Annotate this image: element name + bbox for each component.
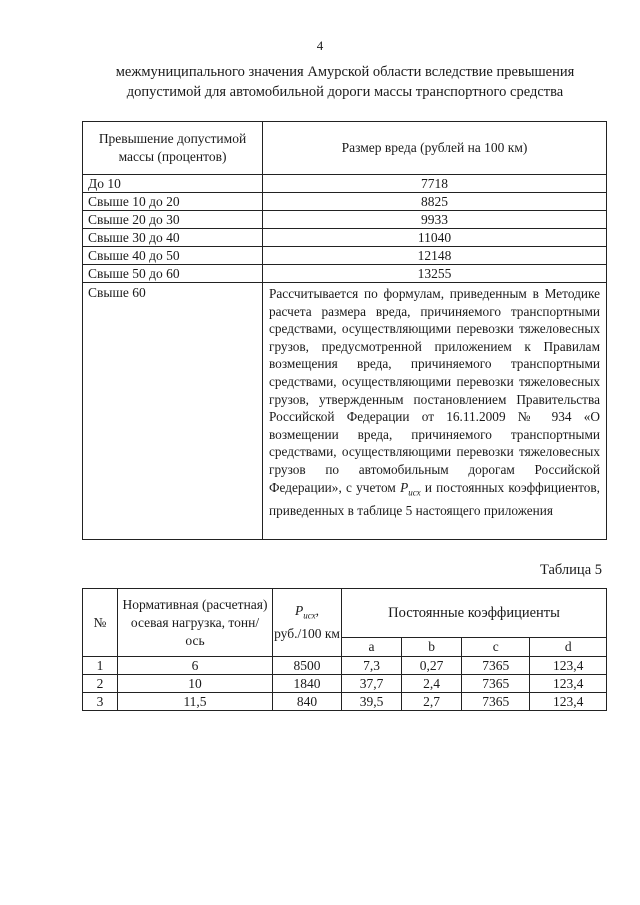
cell-a: 7,3: [342, 657, 402, 675]
cell-d: 123,4: [530, 675, 607, 693]
table-row: [83, 211, 607, 229]
row-value: 13255: [263, 265, 607, 283]
header-axle-load: Нормативная (расчетная) осевая нагрузка, тонн/ось: [118, 589, 273, 657]
table-row: [83, 193, 607, 211]
header-p-ish: [273, 589, 342, 657]
row-range: Свыше 30 до 40: [83, 229, 263, 247]
cell-p-ish: 1840: [273, 675, 342, 693]
header-coef-d: d: [530, 638, 607, 657]
table-header-row: [83, 122, 607, 175]
table-row-over-60: [83, 283, 607, 540]
table-row: [83, 247, 607, 265]
header-coef-b: b: [402, 638, 462, 657]
cell-a: 39,5: [342, 693, 402, 711]
cell-b: 2,4: [402, 675, 462, 693]
header-constant-coefficients: Постоянные коэффициенты: [342, 589, 607, 638]
p-ish-symbol: $P_{исх}$: [295, 603, 316, 621]
header-coef-c: c: [462, 638, 530, 657]
cell-c: 7365: [462, 675, 530, 693]
header-coef-a: a: [342, 638, 402, 657]
table-row: [83, 657, 607, 675]
cell-b: 0,27: [402, 657, 462, 675]
cell-c: 7365: [462, 657, 530, 675]
header-number: №: [83, 589, 118, 657]
cell-load: 10: [118, 675, 273, 693]
table-5-label: Таблица 5: [539, 562, 602, 578]
row-range: До 10: [83, 175, 263, 193]
cell-p-ish: 8500: [273, 657, 342, 675]
p-ish-unit: , руб./100 км: [274, 603, 340, 641]
page-number: 4: [316, 38, 324, 53]
calculation-note: [263, 283, 607, 540]
cell-number: 1: [83, 657, 118, 675]
cell-a: 37,7: [342, 675, 402, 693]
table-row: [83, 675, 607, 693]
table-header-row: [83, 589, 607, 638]
cell-d: 123,4: [530, 657, 607, 675]
table-row: [83, 175, 607, 193]
row-range: Свыше 10 до 20: [83, 193, 263, 211]
row-range: Свыше 20 до 30: [83, 211, 263, 229]
row-value: 7718: [263, 175, 607, 193]
damage-size-table: [82, 121, 607, 540]
cell-load: 11,5: [118, 693, 273, 711]
table-row: [83, 229, 607, 247]
heading-line-1: межмуниципального значения Амурской области вследствие превышения: [115, 64, 575, 80]
header-excess-mass: Превышение допустимой массы (процентов): [83, 122, 263, 175]
p-ish-symbol: $P_{исх}$: [400, 479, 421, 498]
cell-d: 123,4: [530, 693, 607, 711]
row-value: 9933: [263, 211, 607, 229]
heading-line-2: допустимой для автомобильной дороги массы транспортного средства: [126, 84, 564, 100]
coefficients-table: [82, 588, 607, 711]
note-text-part-2: и постоянных коэффициентов, приведенных в таблице 5 настоящего приложения: [269, 479, 601, 518]
table-row: [83, 265, 607, 283]
cell-number: 3: [83, 693, 118, 711]
row-value: 8825: [263, 193, 607, 211]
cell-number: 2: [83, 675, 118, 693]
cell-c: 7365: [462, 693, 530, 711]
table-row: [83, 693, 607, 711]
calculation-note-text: [263, 283, 606, 519]
row-range: Свыше 40 до 50: [83, 247, 263, 265]
row-value: 11040: [263, 229, 607, 247]
section-heading: [90, 62, 600, 102]
cell-p-ish: 840: [273, 693, 342, 711]
cell-load: 6: [118, 657, 273, 675]
cell-b: 2,7: [402, 693, 462, 711]
row-value: 12148: [263, 247, 607, 265]
note-text-part-1: Рассчитывается по формулам, приведенным в Методике расчета размера вреда, причиняемого транспортными средствами, осуществляющими перевозки тяжеловесных грузов, предусмотренной приложением к Правилам возмещения вреда, причиняемого транспортными средствами, осуществляющими перевозки тяжеловесных грузов, утвержденным постановлением Правительства Российской Федерации от 16.11.2009 № 934 «О возмещении вреда, причиняемого транспортными средствами, осуществляющими перевозки тяжеловесных грузов по автомобильным дорогам Российской Федерации», с учетом: [269, 286, 600, 495]
row-range: Свыше 50 до 60: [83, 265, 263, 283]
row-range: Свыше 60: [83, 283, 263, 540]
header-damage-size: Размер вреда (рублей на 100 км): [263, 122, 607, 175]
